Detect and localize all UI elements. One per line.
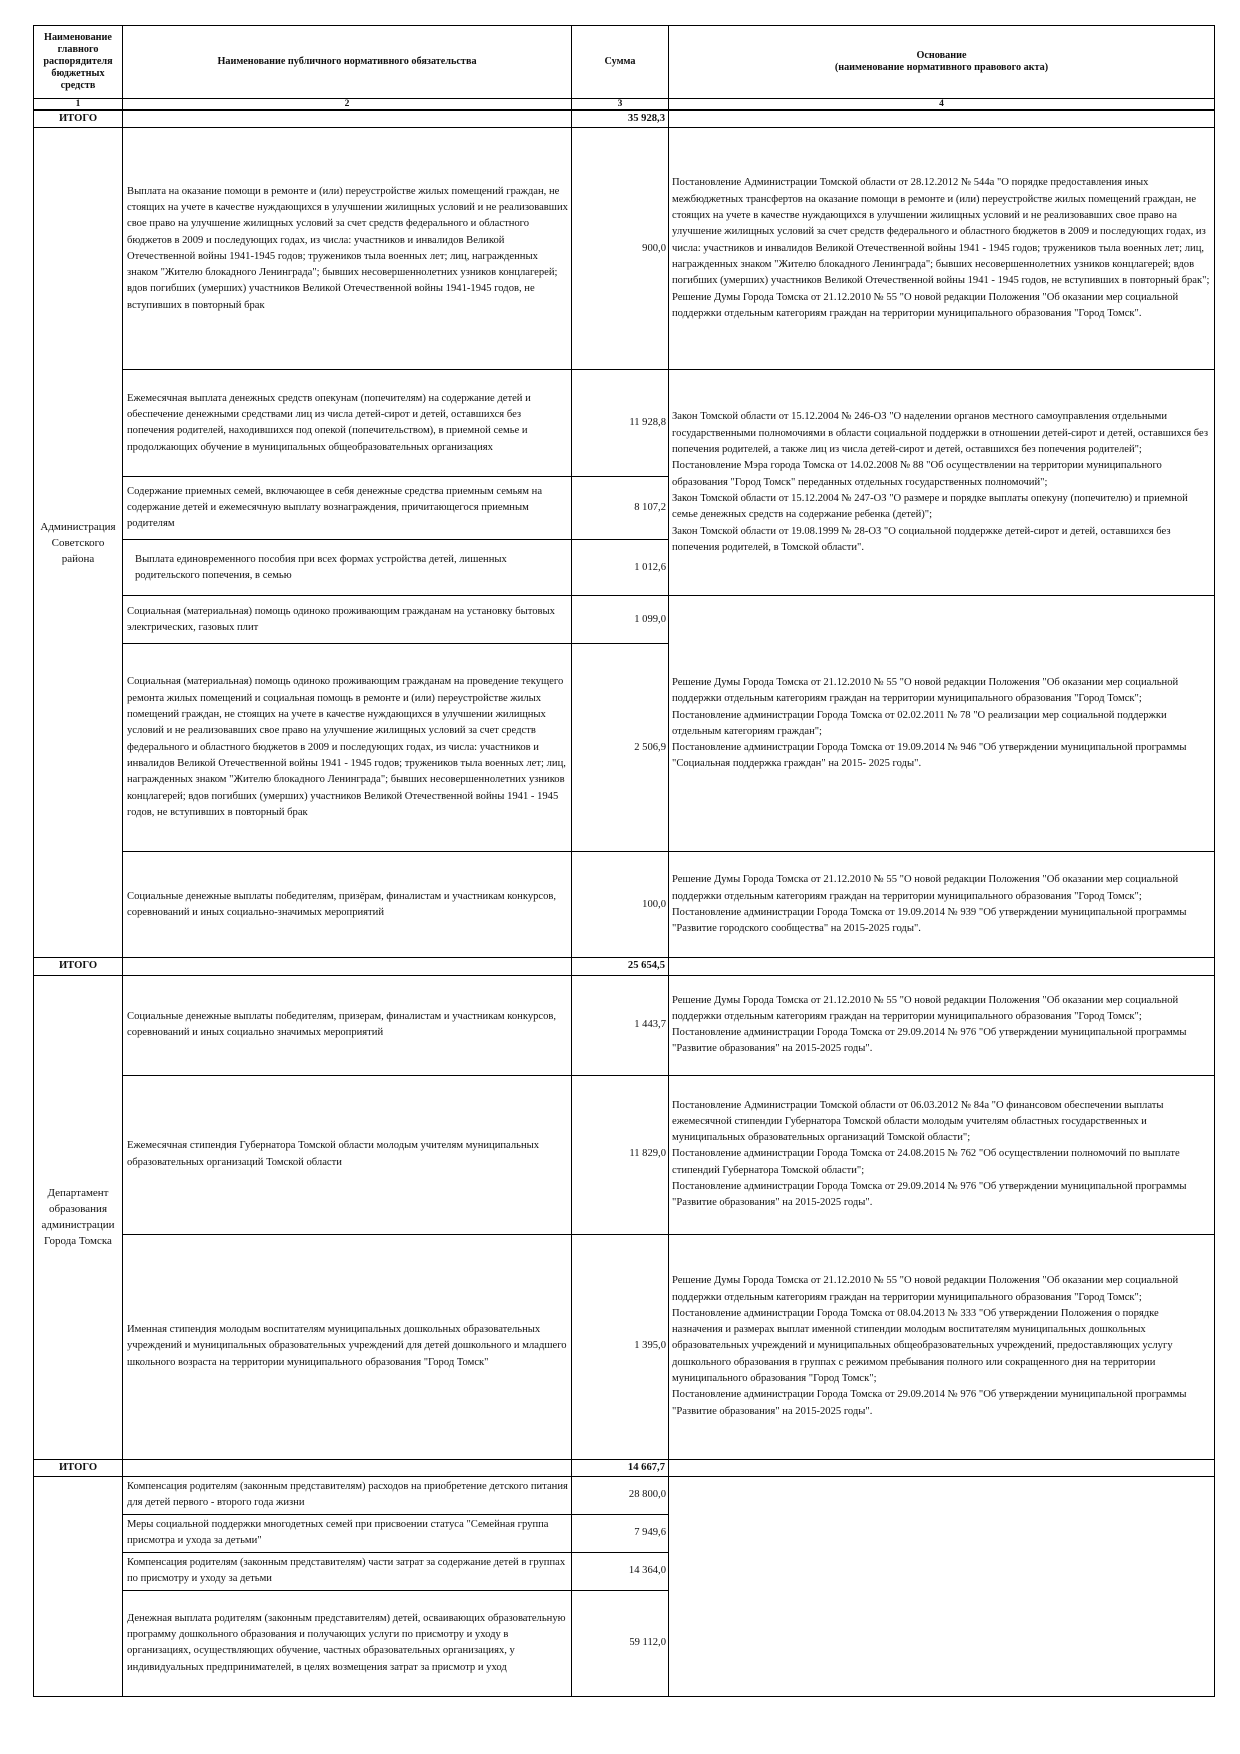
- legal-basis-text: Закон Томской области от 15.12.2004 № 246-ОЗ "О наделении органов местного самоуправления отдельными государственными полномочиями в области социальной поддержки в отношении детей-сирот и детей, оставшихся без попечения родителей, а также лиц из числа детей-сирот и детей, оставшихся без попечения родителей"; Постановление Мэра города Томска от 14.02.2008 № 88 "Об осуществлении на территории муниципального образования "Город Томск" переданных отдельных государственных полномочий"; Закон Томской области от 15.12.2004 № 247-ОЗ "О размере и порядке выплаты опекуну (попечителю) и приемной семье денежных средств на содержание ребенка (детей)"; Закон Томской области от 19.08.1999 № 28-ОЗ "О социальной поддержке детей-сирот и детей, оставшихся без попечения родителей, в Томской области".: [672, 411, 1209, 553]
- legal-basis-text: Постановление Администрации Томской области от 06.03.2012 № 84а "О финансовом обеспечении выплаты ежемесячной стипендии Губернатора Томской области молодым учителям областных государственных и муниципальных образовательных организаций Томской области"; Постановление администрации Города Томска от 24.08.2015 № 762 "Об осуществлении полномочий по выплате стипендий Губернатора Томской области"; Постановление администрации Города Томска от 29.09.2014 № 976 "Об утверждении муниципальной программы "Развитие образования" на 2015-2025 годы".: [672, 1099, 1187, 1209]
- header-col2: Наименование публичного нормативного обязательства: [123, 26, 572, 99]
- legal-basis: [669, 596, 1215, 852]
- total-empty: [123, 110, 572, 128]
- table-row: [34, 370, 1215, 477]
- header-row: [34, 26, 1215, 99]
- table-row: [34, 596, 1215, 644]
- obligation-sum: 2 506,9: [572, 644, 669, 852]
- header-col4-line2: (наименование нормативного правового акта): [834, 62, 1049, 73]
- total-label: ИТОГО: [34, 110, 123, 128]
- table-row: [34, 975, 1215, 1075]
- obligation-name: Социальные денежные выплаты победителям, призерам, финалистам и участникам конкурсов, соревнований и иных социально значимых мероприятий: [123, 975, 572, 1075]
- table-row: [34, 852, 1215, 958]
- obligation-sum: 1 443,7: [572, 975, 669, 1075]
- distributor-name: Администрация Советского района: [34, 128, 123, 958]
- total-label: ИТОГО: [34, 958, 123, 975]
- obligation-sum: 1 012,6: [572, 540, 669, 596]
- obligation-sum: 59 112,0: [572, 1590, 669, 1696]
- obligation-name: Меры социальной поддержки многодетных семей при присвоении статуса "Семейная группа присмотра и ухода за детьми": [123, 1514, 572, 1552]
- obligations-table: [33, 25, 1215, 1697]
- obligation-name: Ежемесячная выплата денежных средств опекунам (попечителям) на содержание детей и обеспечение денежными средствами лиц из числа детей-сирот и детей, оставшихся без попечения родителей, находившихся под опекой (попечительством), в приемной семье и продолжающих обучение в муниципальных общеобразовательных организациях: [123, 370, 572, 477]
- legal-basis: [669, 852, 1215, 958]
- obligation-sum: 14 364,0: [572, 1552, 669, 1590]
- obligation-sum: 7 949,6: [572, 1514, 669, 1552]
- obligation-sum: 1 099,0: [572, 596, 669, 644]
- col-number-4: 4: [669, 99, 1215, 111]
- obligation-name: Именная стипендия молодым воспитателям муниципальных дошкольных образовательных учреждений и муниципальных образовательных учреждений для детей дошкольного и младшего школьного возраста на территории муниципального образования "Город Томск": [123, 1234, 572, 1459]
- legal-basis-text: Решение Думы Города Томска от 21.12.2010 № 55 "О новой редакции Положения "Об оказании мер социальной поддержки отдельным категориям граждан на территории муниципального образования "Город Томск"; Постановление администрации Города Томска от 02.02.2011 № 78 "О реализации мер социальной поддержки отдельным категориям граждан"; Постановление администрации Города Томска от 19.09.2014 № 946 "Об утверждении муниципальной программы "Социальная поддержка граждан" на 2015- 2025 годы".: [672, 676, 1187, 770]
- obligation-name: Социальная (материальная) помощь одиноко проживающим гражданам на установку бытовых электрических, газовых плит: [123, 596, 572, 644]
- distributor-name: Департамент образования администрации Города Томска: [34, 975, 123, 1459]
- total-sum: 14 667,7: [572, 1459, 669, 1476]
- obligation-name: Денежная выплата родителям (законным представителям) детей, осваивающих образовательную программу дошкольного образования и получающих услуги по присмотру и уходу в организациях, осуществляющих обучение, частных образовательных организациях, у индивидуальных предпринимателей, в целях возмещения затрат за присмотр и уход: [123, 1590, 572, 1696]
- table-row: [34, 1234, 1215, 1459]
- obligation-name: Выплата на оказание помощи в ремонте и (или) переустройстве жилых помещений граждан, не стоящих на учете в качестве нуждающихся в улучшении жилищных условий и не реализовавших свое право на улучшение жилищных условий за счет средств федерального и областного бюджетов в 2009 и последующих годах, из числа: участников и инвалидов Великой Отечественной войны 1941-1945 годов; тружеников тыла военных лет; лиц, награжденных знаком "Жителю блокадного Ленинграда"; бывших несовершеннолетних узников концлагерей; вдов погибших (умерших) участников Великой Отечественной войны 1941-1945 годов, не вступивших в повторный брак: [123, 128, 572, 370]
- obligation-sum: 28 800,0: [572, 1476, 669, 1514]
- obligation-sum: 8 107,2: [572, 477, 669, 540]
- legal-basis-empty: [669, 1476, 1215, 1696]
- header-col4-line1: Основание: [916, 50, 967, 61]
- total-empty: [669, 958, 1215, 975]
- legal-basis-text: Решение Думы Города Томска от 21.12.2010 № 55 "О новой редакции Положения "Об оказании мер социальной поддержки отдельным категориям граждан на территории муниципального образования "Город Томск"; Постановление администрации Города Томска от 29.09.2014 № 976 "Об утверждении муниципальной программы "Развитие образования" на 2015-2025 годы".: [672, 994, 1187, 1055]
- col-number-3: 3: [572, 99, 669, 111]
- legal-basis-text: Решение Думы Города Томска от 21.12.2010 № 55 "О новой редакции Положения "Об оказании мер социальной поддержки отдельным категориям граждан на территории муниципального образования "Город Томск"; Постановление администрации Города Томска от 19.09.2014 № 939 "Об утверждении муниципальной программы "Развитие городского сообщества" на 2015-2025 годы".: [672, 874, 1187, 935]
- distributor-name-empty: [34, 1476, 123, 1696]
- table-row: [34, 128, 1215, 370]
- header-col4: [669, 26, 1215, 99]
- total-row: [34, 1459, 1215, 1476]
- obligation-name: Социальная (материальная) помощь одиноко проживающим гражданам на проведение текущего ремонта жилых помещений и социальная помощь в ремонте и (или) переустройстве жилых помещений граждан, не стоящих на учете в качестве нуждающихся в улучшении жилищных условий и не реализовавших свое право на улучшение жилищных условий за счет средств федерального и областного бюджетов в 2009 и последующих годах, из числа: участников и инвалидов Великой Отечественной войны 1941 - 1945 годов; тружеников тыла военных лет; лиц, награжденных знаком "Жителю блокадного Ленинграда"; бывших несовершеннолетних узников концлагерей; вдов погибших (умерших) участников Великой Отечественной войны 1941 - 1945 годов, не вступивших в повторный брак: [123, 644, 572, 852]
- total-sum: 25 654,5: [572, 958, 669, 975]
- obligation-name: Ежемесячная стипендия Губернатора Томской области молодым учителям муниципальных образовательных организаций Томской области: [123, 1075, 572, 1234]
- header-col1: Наименование главного распорядителя бюджетных средств: [34, 26, 123, 99]
- obligation-sum: 100,0: [572, 852, 669, 958]
- obligation-sum: 11 928,8: [572, 370, 669, 477]
- obligation-name: Выплата единовременного пособия при всех формах устройства детей, лишенных родительского попечения, в семью: [123, 540, 572, 596]
- column-number-row: [34, 99, 1215, 111]
- obligation-sum: 900,0: [572, 128, 669, 370]
- obligation-sum: 11 829,0: [572, 1075, 669, 1234]
- total-empty: [669, 110, 1215, 128]
- legal-basis-text: Решение Думы Города Томска от 21.12.2010 № 55 "О новой редакции Положения "Об оказании мер социальной поддержки отдельным категориям граждан на территории муниципального образования "Город Томск"; Постановление администрации Города Томска от 08.04.2013 № 333 "Об утверждении Положения о порядке назначения и размерах выплат именной стипендии молодым воспитателям муниципальных дошкольных образовательных учреждений и муниципальных общеобразовательных учреждений, предоставляющих услугу дошкольного образования в группах с режимом пребывания полного или сокращенного дня на территории муниципального образования "Город Томск"; Постановление администрации Города Томска от 29.09.2014 № 976 "Об утверждении муниципальной программы "Развитие образования" на 2015-2025 годы".: [672, 1275, 1187, 1417]
- legal-basis: [669, 370, 1215, 596]
- legal-basis: [669, 128, 1215, 370]
- table-row: [34, 1075, 1215, 1234]
- col-number-1: 1: [34, 99, 123, 111]
- obligation-name: Компенсация родителям (законным представителям) расходов на приобретение детского питания для детей первого - второго года жизни: [123, 1476, 572, 1514]
- total-empty: [669, 1459, 1215, 1476]
- total-label: ИТОГО: [34, 1459, 123, 1476]
- legal-basis: [669, 1234, 1215, 1459]
- total-sum: 35 928,3: [572, 110, 669, 128]
- obligation-name: Социальные денежные выплаты победителям, призёрам, финалистам и участникам конкурсов, соревнований и иных социально-значимых мероприятий: [123, 852, 572, 958]
- legal-basis: [669, 975, 1215, 1075]
- table-row: [34, 1476, 1215, 1514]
- col-number-2: 2: [123, 99, 572, 111]
- legal-basis-text: Постановление Администрации Томской области от 28.12.2012 № 544а "О порядке предоставления иных межбюджетных трансфертов на оказание помощи в ремонте и (или) переустройстве жилых помещений граждан, не стоящих на учете в качестве нуждающихся в улучшении жилищных условий и не реализовавших свое право на улучшение жилищных условий за счет средств федерального и областного бюджетов в 2009 и последующих годах, из числа: участников и инвалидов Великой Отечественной войны 1941 - 1945 годов; тружеников тыла военных лет; лиц, награжденных знаком "Жителю блокадного Ленинграда"; бывших несовершеннолетних узников концлагерей; вдов погибших (умерших) участников Великой Отечественной войны 1941 - 1945 годов, не вступивших в повторный брак"; Решение Думы Города Томска от 21.12.2010 № 55 "О новой редакции Положения "Об оказании мер социальной поддержки отдельным категориям граждан на территории муниципального образования "Город Томск".: [672, 177, 1210, 319]
- total-row: [34, 958, 1215, 975]
- total-empty: [123, 958, 572, 975]
- total-empty: [123, 1459, 572, 1476]
- legal-basis: [669, 1075, 1215, 1234]
- obligation-name: Содержание приемных семей, включающее в себя денежные средства приемным семьям на содержание детей и ежемесячную выплату вознаграждения, причитающегося приемным родителям: [123, 477, 572, 540]
- obligation-sum: 1 395,0: [572, 1234, 669, 1459]
- total-row: [34, 110, 1215, 128]
- header-col3: Сумма: [572, 26, 669, 99]
- obligation-name: Компенсация родителям (законным представителям) части затрат за содержание детей в группах по присмотру и уходу за детьми: [123, 1552, 572, 1590]
